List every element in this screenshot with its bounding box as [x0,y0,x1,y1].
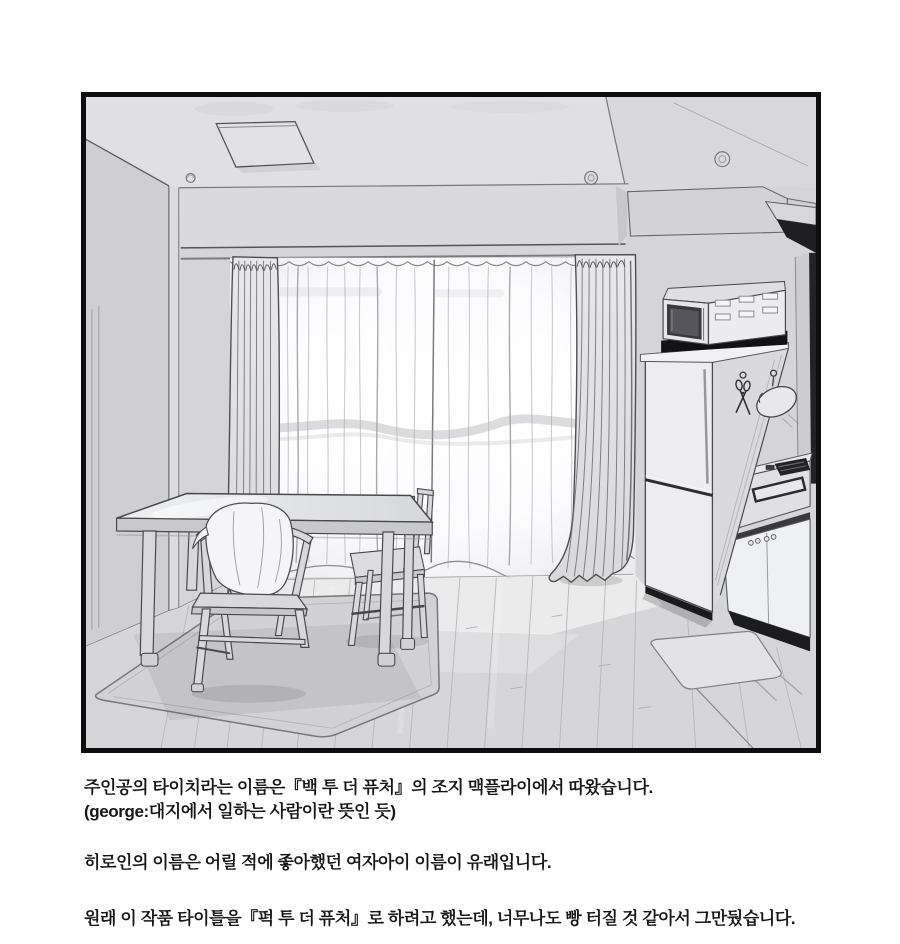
author-note [84,776,874,931]
room-illustration-panel [81,92,821,753]
caption-line-4: 원래 이 작품 타이틀을『퍽 투 더 퓨처』로 하려고 했는데, 너무나도 빵 터질 것 같아서 그만뒀습니다. [84,909,796,928]
caption-line-1: 주인공의 타이치라는 이름은『백 투 더 퓨처』의 조지 맥플라이에서 따왔습니다. [84,778,653,797]
caption-line-3: 히로인의 이름은 어릴 적에 좋아했던 여자아이 이름이 유래입니다. [84,853,552,872]
caption-line-2: (george:대지에서 일하는 사람이란 뜻인 듯) [84,802,396,821]
microwave [661,281,787,352]
smoke-detector [186,173,195,182]
room-illustration [86,97,816,748]
